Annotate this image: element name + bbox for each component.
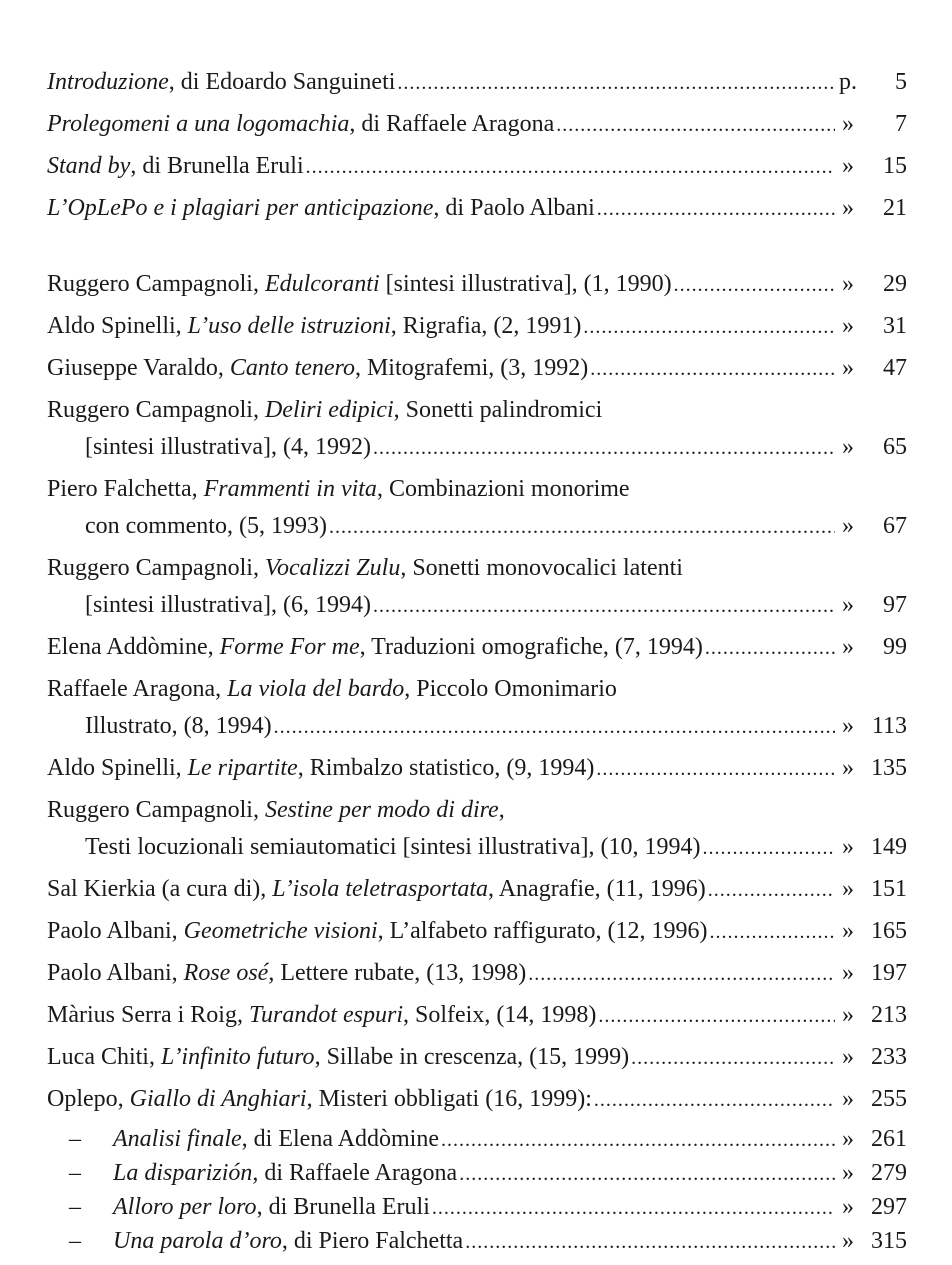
toc-entry [47, 629, 907, 667]
page-marker: » [842, 1126, 854, 1152]
entry-detail: , Misteri obbligati (16, 1999): [306, 1086, 592, 1112]
entry-line [47, 997, 907, 1035]
entry-detail: , Rigrafia, (2, 1991) [390, 313, 582, 339]
page-marker: » [842, 1002, 854, 1028]
entry-text [47, 148, 304, 185]
leader-dots [397, 65, 835, 102]
entry-text [47, 1039, 629, 1076]
entry-detail: , Piccolo Omonimario [404, 676, 617, 702]
page-number: 261 [871, 1126, 907, 1152]
page-marker: » [842, 960, 854, 986]
entry-first-line [47, 471, 907, 508]
section-gap [47, 232, 907, 266]
entry-title: Frammenti in vita [203, 476, 377, 502]
entry-line [47, 266, 907, 304]
entry-detail-continued: Illustrato, (8, 1994) [85, 713, 272, 739]
toc-entry [47, 955, 907, 993]
page-marker: » [842, 634, 854, 660]
page-number: 65 [883, 434, 907, 460]
contributions-section [47, 266, 907, 1119]
toc-entry [47, 913, 907, 951]
entry-title: Alloro per loro [113, 1194, 257, 1220]
entry-line [47, 629, 907, 667]
page-marker: » [842, 713, 854, 739]
sub-entries-section [47, 1123, 907, 1259]
entry-detail: , Solfeix, (14, 1998) [403, 1002, 597, 1028]
toc-entry [47, 550, 907, 625]
toc-entry [47, 871, 907, 909]
page-number: 213 [871, 1002, 907, 1028]
entry-continuation-line [47, 829, 907, 867]
entry-author: Elena Addòmine, [47, 634, 220, 660]
entry-author: , di Edoardo Sanguineti [168, 69, 396, 95]
entry-text [47, 629, 703, 666]
entry-continuation-line [47, 429, 907, 467]
entry-line [47, 350, 907, 388]
entry-detail-continued: [sintesi illustrativa], (4, 1992) [85, 434, 371, 460]
entry-text [47, 997, 596, 1034]
entry-title: Stand by [47, 153, 131, 179]
entry-first-line [47, 792, 907, 829]
entry-text [47, 913, 708, 950]
entry-text [113, 1225, 463, 1258]
table-of-contents [47, 64, 907, 1259]
entry-line [47, 750, 907, 788]
entry-text [113, 1157, 457, 1190]
page-marker: » [842, 153, 854, 179]
entry-line [47, 955, 907, 993]
page-number: 29 [883, 271, 907, 297]
page-number: 297 [871, 1194, 907, 1220]
entry-text [47, 266, 672, 303]
leader-dots [594, 1082, 835, 1119]
leader-dots [708, 872, 835, 909]
page-marker: » [842, 355, 854, 381]
toc-entry [47, 64, 907, 102]
toc-sub-entry [47, 1123, 907, 1157]
page-number: 255 [871, 1086, 907, 1112]
page-number: 31 [883, 313, 907, 339]
entry-author: Oplepo, [47, 1086, 130, 1112]
page-marker: » [842, 1086, 854, 1112]
leader-dots [583, 309, 835, 346]
entry-author: , di Raffaele Aragona [349, 111, 555, 137]
entry-text [47, 955, 526, 992]
entry-author: Sal Kierkia (a cura di), [47, 876, 273, 902]
page-number: 99 [883, 634, 907, 660]
entry-author: Piero Falchetta, [47, 476, 204, 502]
entry-author: , di Elena Addòmine [241, 1126, 439, 1152]
entry-detail: , Rimbalzo statistico, (9, 1994) [297, 755, 595, 781]
page-number: 15 [883, 153, 907, 179]
page-marker: » [842, 755, 854, 781]
entry-text [47, 64, 395, 101]
entry-title: Rose osé [183, 960, 269, 986]
page-marker: » [842, 1194, 854, 1220]
entry-title: Geometriche visioni [183, 918, 378, 944]
page-number: 233 [871, 1044, 907, 1070]
page-marker: » [842, 834, 854, 860]
entry-text [47, 308, 581, 345]
entry-detail: , Anagrafie, (11, 1996) [488, 876, 706, 902]
page-marker: » [842, 592, 854, 618]
entry-detail: , Sonetti monovocalici latenti [400, 555, 683, 581]
page-marker: » [842, 195, 854, 221]
toc-entry [47, 392, 907, 467]
entry-author: Luca Chiti, [47, 1044, 161, 1070]
toc-entry [47, 997, 907, 1035]
toc-entry [47, 350, 907, 388]
entry-author: , di Brunella Eruli [256, 1194, 430, 1220]
entry-title: Sestine per modo di dire [264, 797, 499, 823]
page-number: 197 [871, 960, 907, 986]
entry-text [47, 106, 554, 143]
leader-dots [597, 191, 835, 228]
page-marker: » [842, 513, 854, 539]
entry-continuation-line [47, 508, 907, 546]
sub-entry-dash: – [69, 1126, 81, 1152]
entry-title: Canto tenero [229, 355, 355, 381]
page-number: 149 [871, 834, 907, 860]
entry-author: Ruggero Campagnoli, [47, 555, 265, 581]
leader-dots [274, 709, 835, 746]
leader-dots [373, 588, 835, 625]
entry-title: Introduzione [47, 69, 169, 95]
toc-entry [47, 106, 907, 144]
page-marker: » [842, 434, 854, 460]
page-marker: » [842, 111, 854, 137]
page-number: 21 [883, 195, 907, 221]
leader-dots [710, 914, 835, 951]
entry-line [47, 1081, 907, 1119]
toc-entry [47, 471, 907, 546]
toc-entry [47, 671, 907, 746]
entry-text [47, 871, 706, 908]
entry-line [47, 871, 907, 909]
entry-author: Aldo Spinelli, [47, 313, 188, 339]
entry-author: Màrius Serra i Roig, [47, 1002, 249, 1028]
page-number: 151 [871, 876, 907, 902]
entry-title: L’isola teletrasportata [272, 876, 489, 902]
entry-author: Paolo Albani, [47, 918, 184, 944]
entry-title: Turandot espuri [248, 1002, 404, 1028]
toc-entry [47, 1039, 907, 1077]
entry-title: Prolegomeni a una logomachia [47, 111, 350, 137]
leader-dots [705, 630, 835, 667]
leader-dots [373, 430, 835, 467]
entry-author: , di Raffaele Aragona [252, 1160, 458, 1186]
entry-detail: , [498, 797, 505, 823]
entry-first-line [47, 671, 907, 708]
entry-detail-continued: [sintesi illustrativa], (6, 1994) [85, 592, 371, 618]
entry-title: Giallo di Anghiari [129, 1086, 307, 1112]
entry-line [47, 308, 907, 346]
page-marker: » [842, 271, 854, 297]
entry-line [47, 913, 907, 951]
entry-text [113, 1191, 430, 1224]
page-number: 47 [883, 355, 907, 381]
entry-text [47, 1081, 592, 1118]
leader-dots [459, 1158, 835, 1191]
leader-dots [465, 1226, 835, 1259]
front-matter-section [47, 64, 907, 228]
entry-first-line [47, 392, 907, 429]
page-number: 113 [871, 713, 907, 739]
entry-title: Una parola d’oro [113, 1228, 282, 1254]
entry-author: Ruggero Campagnoli, [47, 797, 265, 823]
leader-dots [329, 509, 835, 546]
page-number: 7 [895, 111, 907, 137]
entry-title: La viola del bardo [227, 676, 405, 702]
toc-entry [47, 1081, 907, 1119]
entry-detail: , Combinazioni monorime [376, 476, 630, 502]
toc-entry [47, 750, 907, 788]
leader-dots [703, 830, 835, 867]
entry-author: Paolo Albani, [47, 960, 184, 986]
page-marker: » [842, 876, 854, 902]
page-number: 135 [871, 755, 907, 781]
page-marker: p. [839, 69, 857, 95]
toc-entry [47, 266, 907, 304]
entry-title: Edulcoranti [264, 271, 380, 297]
page-number: 279 [871, 1160, 907, 1186]
toc-entry [47, 308, 907, 346]
page-marker: » [842, 1044, 854, 1070]
page-marker: » [842, 918, 854, 944]
entry-continuation-line [47, 587, 907, 625]
sub-entry-dash: – [69, 1194, 81, 1220]
entry-author: Ruggero Campagnoli, [47, 397, 265, 423]
entry-author: Raffaele Aragona, [47, 676, 228, 702]
leader-dots [528, 956, 835, 993]
entry-title: L’uso delle istruzioni [187, 313, 391, 339]
entry-text [113, 1123, 439, 1156]
leader-dots [306, 149, 835, 186]
page-number: 5 [895, 69, 907, 95]
leader-dots [590, 351, 835, 388]
page-marker: » [842, 1160, 854, 1186]
entry-author: Giuseppe Varaldo, [47, 355, 230, 381]
toc-entry [47, 792, 907, 867]
entry-detail: , Sonetti palindromici [393, 397, 603, 423]
leader-dots [598, 998, 835, 1035]
entry-continuation-line [47, 708, 907, 746]
entry-title: Deliri edipici [264, 397, 394, 423]
page-number: 97 [883, 592, 907, 618]
entry-author: , di Paolo Albani [433, 195, 595, 221]
entry-author: Aldo Spinelli, [47, 755, 188, 781]
page-number: 165 [871, 918, 907, 944]
toc-sub-entry [47, 1191, 907, 1225]
entry-text [47, 190, 595, 227]
entry-author: , di Brunella Eruli [130, 153, 304, 179]
toc-entry [47, 148, 907, 186]
toc-sub-entry [47, 1225, 907, 1259]
leader-dots [631, 1040, 835, 1077]
leader-dots [596, 751, 835, 788]
entry-author: , di Piero Falchetta [281, 1228, 464, 1254]
entry-first-line [47, 550, 907, 587]
leader-dots [674, 267, 835, 304]
entry-title: L’infinito futuro [160, 1044, 315, 1070]
sub-entry-dash: – [69, 1228, 81, 1254]
entry-title: Vocalizzi Zulu [264, 555, 401, 581]
page-marker: » [842, 1228, 854, 1254]
entry-detail: , L’alfabeto raffigurato, (12, 1996) [377, 918, 708, 944]
entry-text [47, 750, 594, 787]
entry-detail-continued: con commento, (5, 1993) [85, 513, 327, 539]
leader-dots [441, 1124, 835, 1157]
page-number: 315 [871, 1228, 907, 1254]
entry-title: Forme For me [219, 634, 360, 660]
entry-detail: , Traduzioni omografiche, (7, 1994) [359, 634, 703, 660]
entry-detail: , Mitografemi, (3, 1992) [354, 355, 589, 381]
entry-line [47, 1039, 907, 1077]
page-number: 67 [883, 513, 907, 539]
entry-title: Le ripartite [187, 755, 298, 781]
entry-detail: , Sillabe in crescenza, (15, 1999) [314, 1044, 630, 1070]
page-marker: » [842, 313, 854, 339]
entry-text [47, 350, 588, 387]
entry-title: L’OpLePo e i plagiari per anticipazione [47, 195, 434, 221]
entry-title: La disparizión [113, 1160, 253, 1186]
entry-detail: [sintesi illustrativa], (1, 1990) [379, 271, 672, 297]
leader-dots [556, 107, 835, 144]
leader-dots [432, 1192, 835, 1225]
sub-entry-dash: – [69, 1160, 81, 1186]
entry-title: Analisi finale [113, 1126, 242, 1152]
entry-detail-continued: Testi locuzionali semiautomatici [sintesi illustrativa], (10, 1994) [85, 834, 701, 860]
entry-detail: , Lettere rubate, (13, 1998) [268, 960, 527, 986]
toc-sub-entry [47, 1157, 907, 1191]
entry-author: Ruggero Campagnoli, [47, 271, 265, 297]
toc-entry [47, 190, 907, 228]
